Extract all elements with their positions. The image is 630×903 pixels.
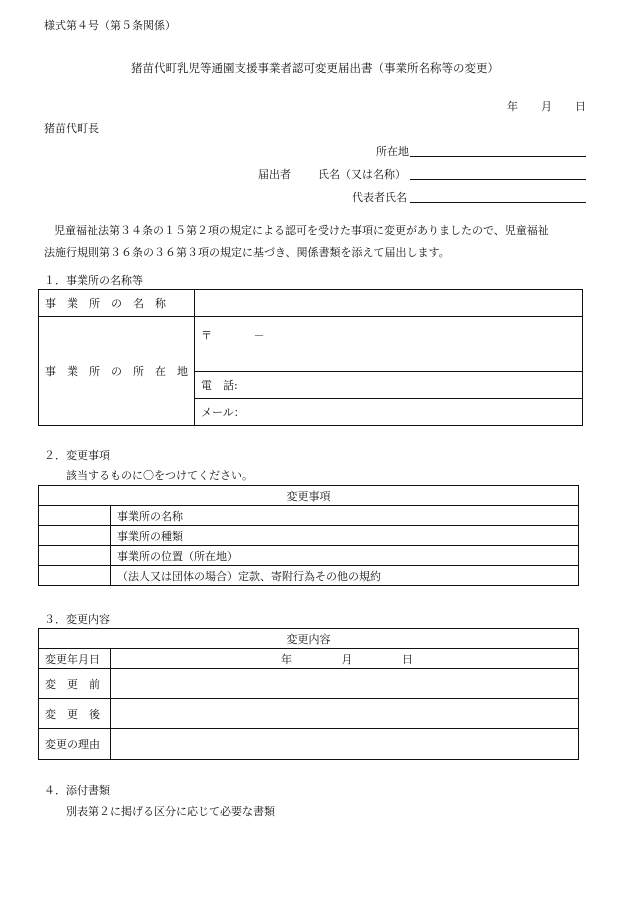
body-text-line2: 法施行規則第３６条の３６第３項の規定に基づき、関係書類を添えて届出します。 [44, 246, 450, 259]
change-item: 事業所の種類 [111, 526, 579, 546]
mark-cell[interactable] [39, 566, 111, 586]
section4-heading: ４．添付書類 [44, 784, 110, 797]
notifier-label: 届出者 [258, 168, 291, 181]
facility-name-label: 事 業 所 の 名 称 [39, 290, 195, 317]
section3-heading: ３．変更内容 [44, 613, 110, 626]
mark-cell[interactable] [39, 526, 111, 546]
change-date-label: 変更年月日 [39, 649, 111, 669]
postal-dash: － [253, 329, 265, 342]
section4-text: 別表第２に掲げる区分に応じて必要な書類 [66, 805, 275, 818]
change-content-table [38, 628, 579, 760]
facility-location-label: 事 業 所 の 所 在 地 [39, 317, 195, 426]
before-label: 変 更 前 [39, 669, 111, 699]
section1-heading: １．事業所の名称等 [44, 274, 143, 287]
change-date-day: 日 [402, 652, 413, 666]
before-cell[interactable] [111, 669, 579, 699]
change-date-cell[interactable] [111, 649, 579, 669]
representative-line[interactable] [410, 202, 586, 203]
change-item: （法人又は団体の場合）定款、寄附行為その他の規約 [111, 566, 579, 586]
postal-mark: 〒 [201, 329, 212, 342]
mark-cell[interactable] [39, 506, 111, 526]
change-items-table [38, 485, 579, 586]
change-date-year: 年 [281, 652, 292, 666]
phone-cell[interactable]: 電 話: [195, 372, 583, 399]
address-line[interactable] [410, 156, 586, 157]
form-title: 猪苗代町乳児等通園支援事業者認可変更届出書（事業所名称等の変更） [131, 61, 499, 75]
section2-instruction: 該当するものに〇をつけてください。 [66, 469, 253, 482]
after-label: 変 更 後 [39, 699, 111, 729]
body-text-line1: 児童福祉法第３４条の１５第２項の規定による認可を受けた事項に変更がありましたので、児童福祉 [54, 224, 549, 237]
date-day: 日 [575, 100, 586, 113]
name-label: 氏名（又は名称） [318, 168, 406, 181]
date-month: 月 [541, 100, 552, 113]
name-line[interactable] [410, 179, 586, 180]
change-date-month: 月 [341, 652, 353, 666]
date-year: 年 [507, 100, 518, 113]
change-item: 事業所の位置（所在地） [111, 546, 579, 566]
section2-heading: ２．変更事項 [44, 449, 110, 462]
reason-label: 変更の理由 [39, 729, 111, 760]
address-label: 所在地 [376, 145, 409, 158]
facility-name-cell[interactable] [195, 290, 583, 317]
change-content-header: 変更内容 [39, 629, 579, 649]
after-cell[interactable] [111, 699, 579, 729]
form-number: 様式第４号（第５条関係） [44, 19, 176, 32]
postal-cell[interactable] [195, 317, 583, 372]
change-items-header: 変更事項 [39, 486, 579, 506]
reason-cell[interactable] [111, 729, 579, 760]
change-item: 事業所の名称 [111, 506, 579, 526]
email-cell[interactable]: メール： [195, 399, 583, 426]
mark-cell[interactable] [39, 546, 111, 566]
representative-label: 代表者氏名 [352, 191, 407, 204]
addressee: 猪苗代町長 [44, 122, 99, 135]
facility-table [38, 289, 583, 426]
